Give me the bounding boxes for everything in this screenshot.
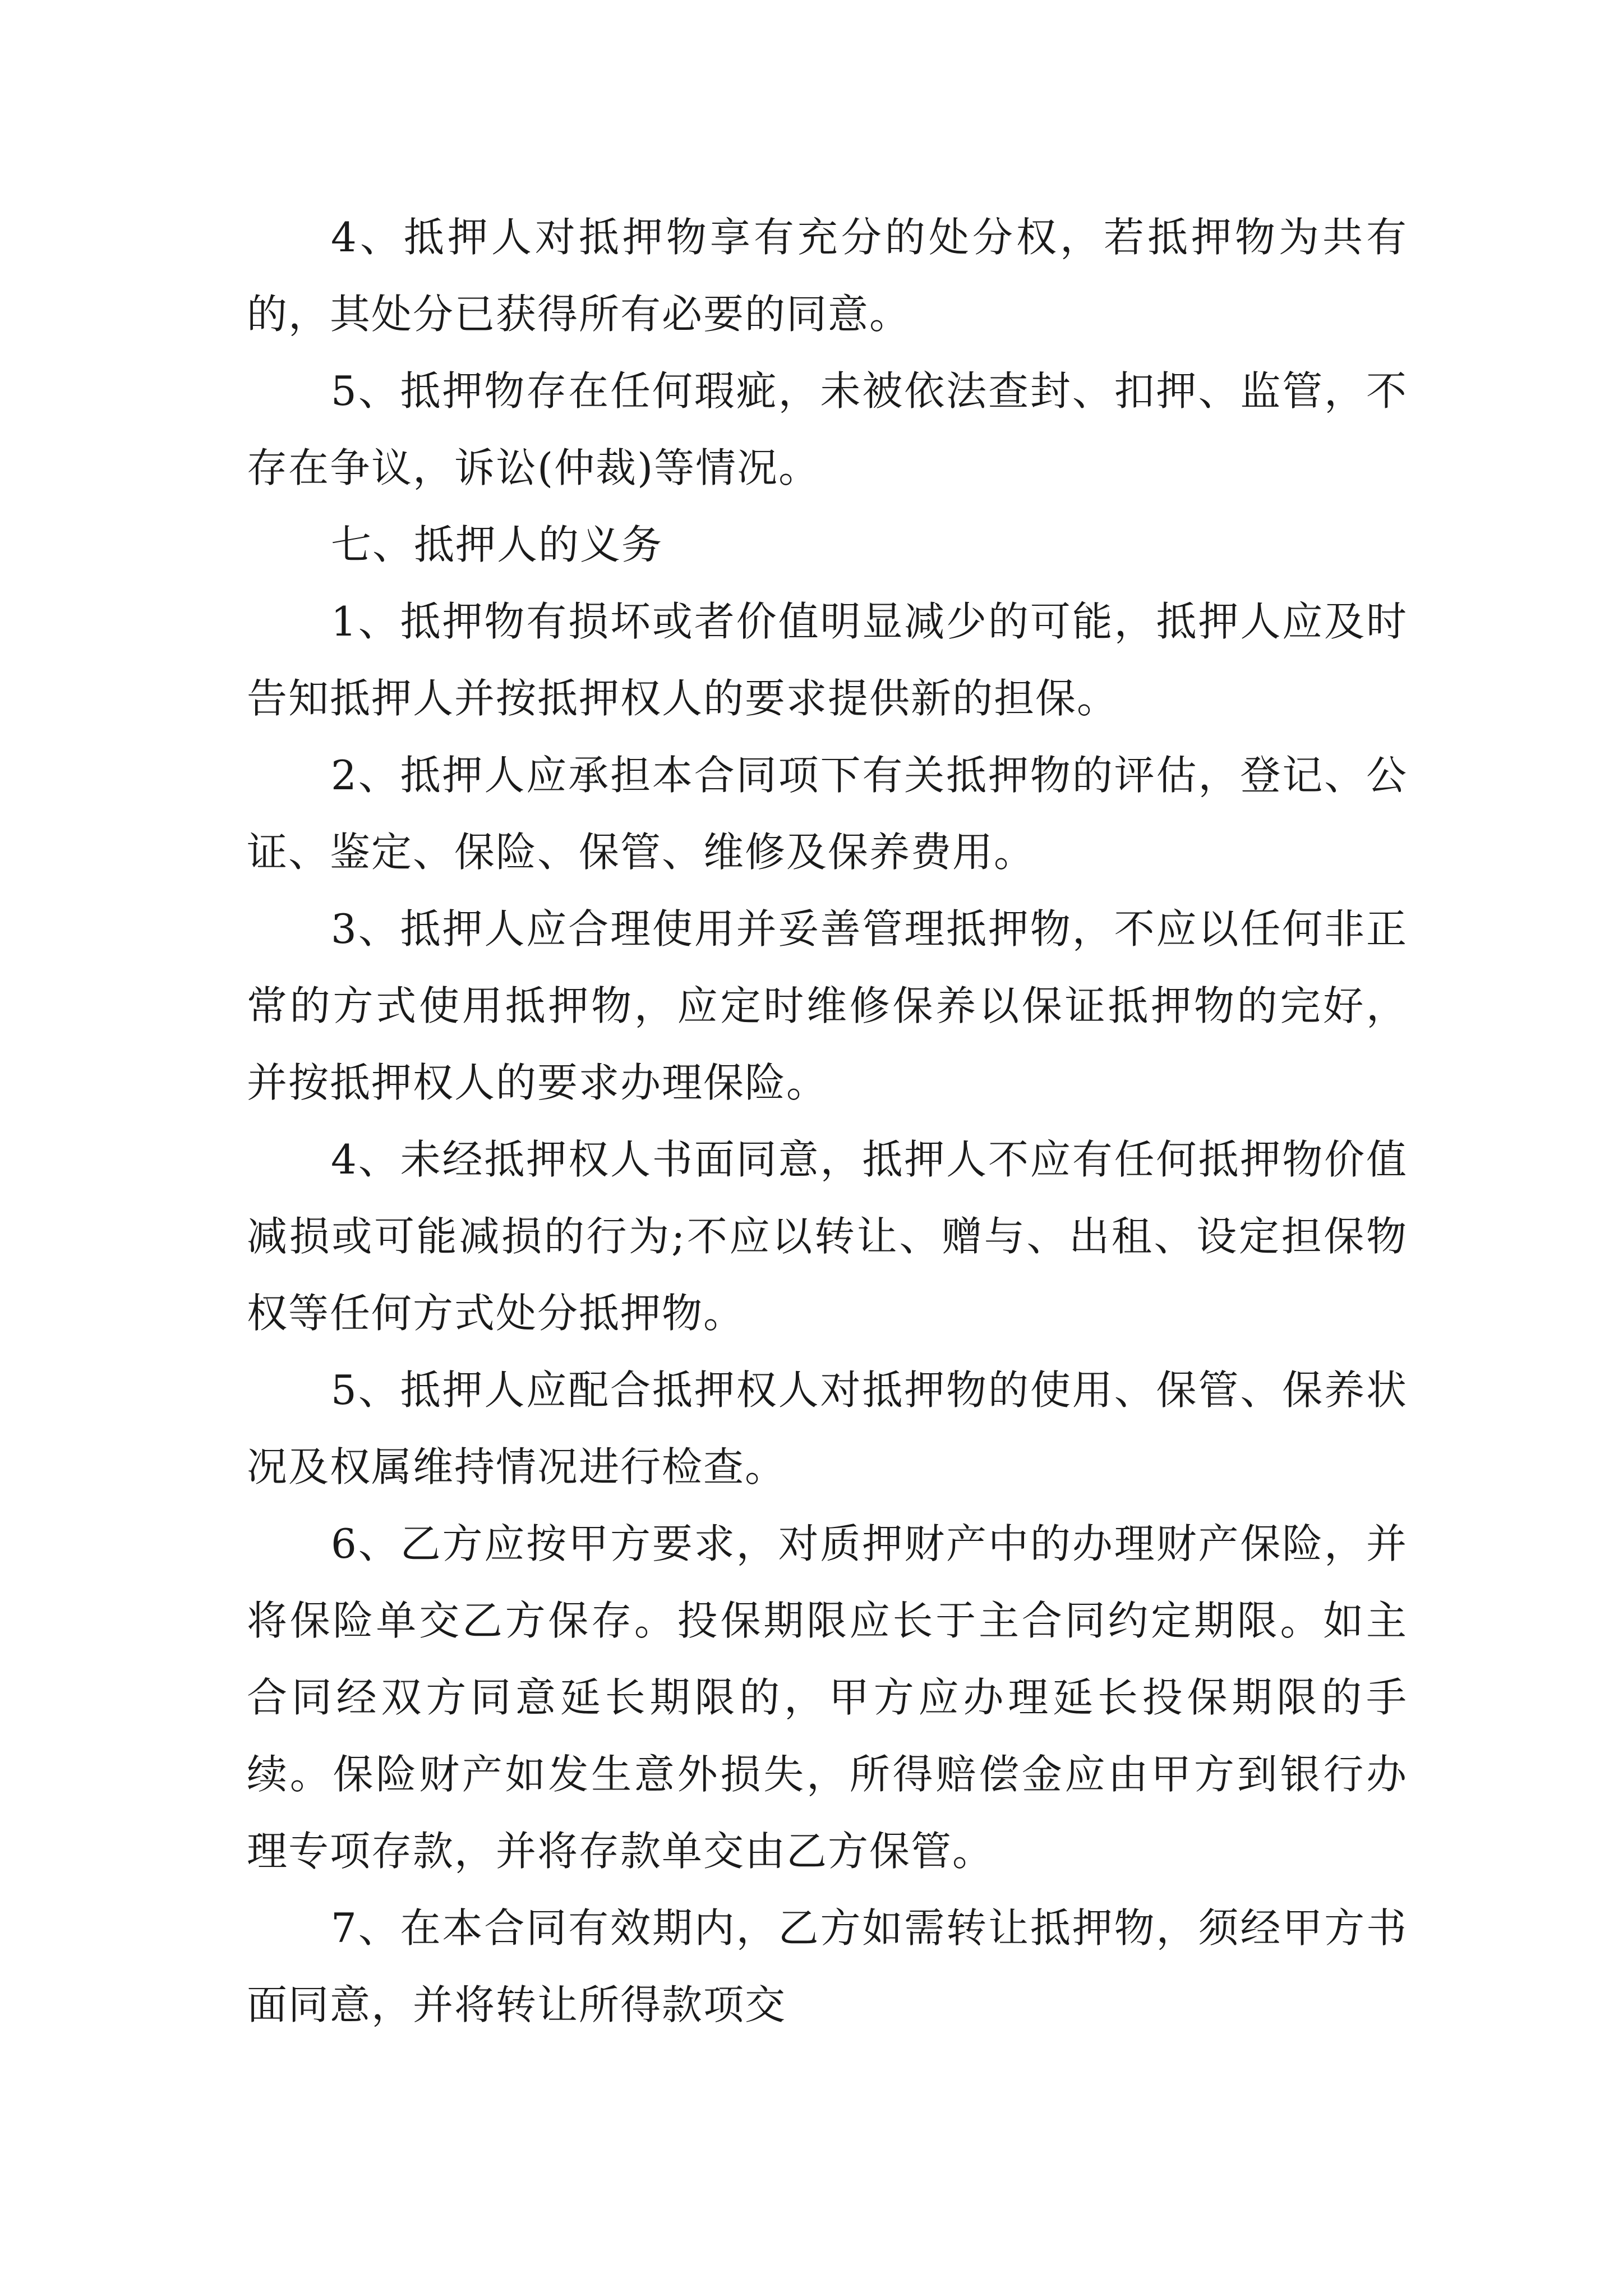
paragraph-clause-7-6: 6、乙方应按甲方要求，对质押财产中的办理财产保险，并将保险单交乙方保存。投保期限应长于主合同约定期限。如主合同经双方同意延长期限的，甲方应办理延长投保期限的手续。保险财产如发生意外损失，所得赔偿金应由甲方到银行办理专项存款，并将存款单交由乙方保管。 [247, 1520, 1408, 1875]
paragraph-clause-6-5: 5、抵押物存在任何瑕疵，未被依法查封、扣押、监管，不存在争议，诉讼(仲裁)等情况。 [247, 367, 1408, 491]
paragraph-clause-7-2: 2、抵押人应承担本合同项下有关抵押物的评估，登记、公证、鉴定、保险、保管、维修及保养费用。 [247, 752, 1408, 876]
paragraph-clause-7-1: 1、抵押物有损坏或者价值明显减少的可能，抵押人应及时告知抵押人并按抵押权人的要求提供新的担保。 [247, 598, 1408, 722]
paragraph-clause-7-7: 7、在本合同有效期内，乙方如需转让抵押物，须经甲方书面同意，并将转让所得款项交 [247, 1904, 1408, 2028]
paragraph-clause-6-4: 4、抵押人对抵押物享有充分的处分权，若抵押物为共有的，其处分已获得所有必要的同意。 [247, 214, 1408, 338]
section-heading-obligations: 七、抵押人的义务 [331, 521, 663, 568]
document-body [247, 199, 1408, 2044]
paragraph-clause-7-5: 5、抵押人应配合抵押权人对抵押物的使用、保管、保养状况及权属维持情况进行检查。 [247, 1366, 1408, 1490]
paragraph-clause-7-4: 4、未经抵押权人书面同意，抵押人不应有任何抵押物价值减损或可能减损的行为;不应以转让、赠与、出租、设定担保物权等任何方式处分抵押物。 [247, 1136, 1408, 1337]
paragraph-clause-7-3: 3、抵押人应合理使用并妥善管理抵押物，不应以任何非正常的方式使用抵押物，应定时维修保养以保证抵押物的完好，并按抵押权人的要求办理保险。 [247, 905, 1408, 1106]
